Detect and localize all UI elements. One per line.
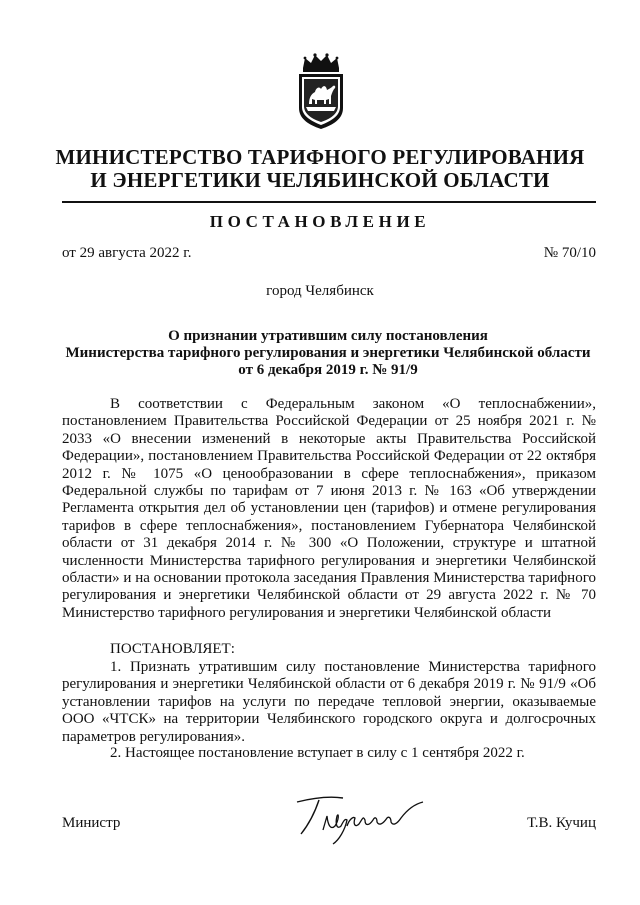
document-title	[40, 328, 616, 379]
decree-word: ПОСТАНОВЛЯЕТ:	[110, 641, 235, 657]
handwritten-signature	[283, 790, 433, 848]
signatory-name: Т.В. Кучиц	[527, 815, 596, 831]
preamble-paragraph: В соответствии с Федеральным законом «О теплоснабжении», постановлением Правительства Российской Федерации от 25 ноября 2021 г. № 2033 «О внесении изменений в некоторые акты Правительства Российской Федерации», постановлением Правительства Российской Федерации от 22 октября 2012 г. № 1075 «О ценообразовании в сфере теплоснабжения», приказом Федеральной службы по тарифам от 7 июня 2013 г. № 163 «Об утверждении Регламента открытия дел об установлении цен (тарифов) и отмене регулирования тарифов в сфере теплоснабжения», постановлением Губернатора Челябинской области от 31 декабря 2014 г. № 300 «О Положении, структуре и штатной численности Министерства тарифного регулирования и энергетики Челябинской области» и на основании протокола заседания Правления Министерства тарифного регулирования и энергетики Челябинской области от 29 августа 2022 г. № 70 Министерство тарифного регулирования и энергетики Челябинской области	[62, 396, 596, 621]
ministry-name-line2: И ЭНЕРГЕТИКИ ЧЕЛЯБИНСКОЙ ОБЛАСТИ	[90, 168, 550, 192]
title-line-2: Министерства тарифного регулирования и энергетики Челябинской области	[65, 345, 591, 361]
decision-item-2: 2. Настоящее постановление вступает в силу с 1 сентября 2022 г.	[110, 745, 525, 761]
coat-of-arms-emblem	[293, 52, 349, 130]
header-divider	[62, 201, 596, 203]
document-date: от 29 августа 2022 г.	[62, 245, 192, 261]
decision-item-1: 1. Признать утратившим силу постановление Министерства тарифного регулирования и энергетики Челябинской области от 6 декабря 2019 г. № 91/9 «Об установлении тарифов на услуги по передаче тепловой энергии, оказываемые ООО «ЧТСК» на территории Челябинского городского округа и долгосрочных параметров регулирования».	[62, 659, 596, 745]
document-number: № 70/10	[543, 245, 596, 261]
ministry-name-line1: МИНИСТЕРСТВО ТАРИФНОГО РЕГУЛИРОВАНИЯ	[55, 145, 585, 169]
title-line-1: О признании утратившим силу постановления	[168, 328, 488, 344]
document-city: город Челябинск	[266, 283, 374, 299]
signatory-title: Министр	[62, 815, 121, 831]
document-type-heading: ПОСТАНОВЛЕНИЕ	[209, 212, 431, 231]
title-line-3: от 6 декабря 2019 г. № 91/9	[238, 362, 418, 378]
